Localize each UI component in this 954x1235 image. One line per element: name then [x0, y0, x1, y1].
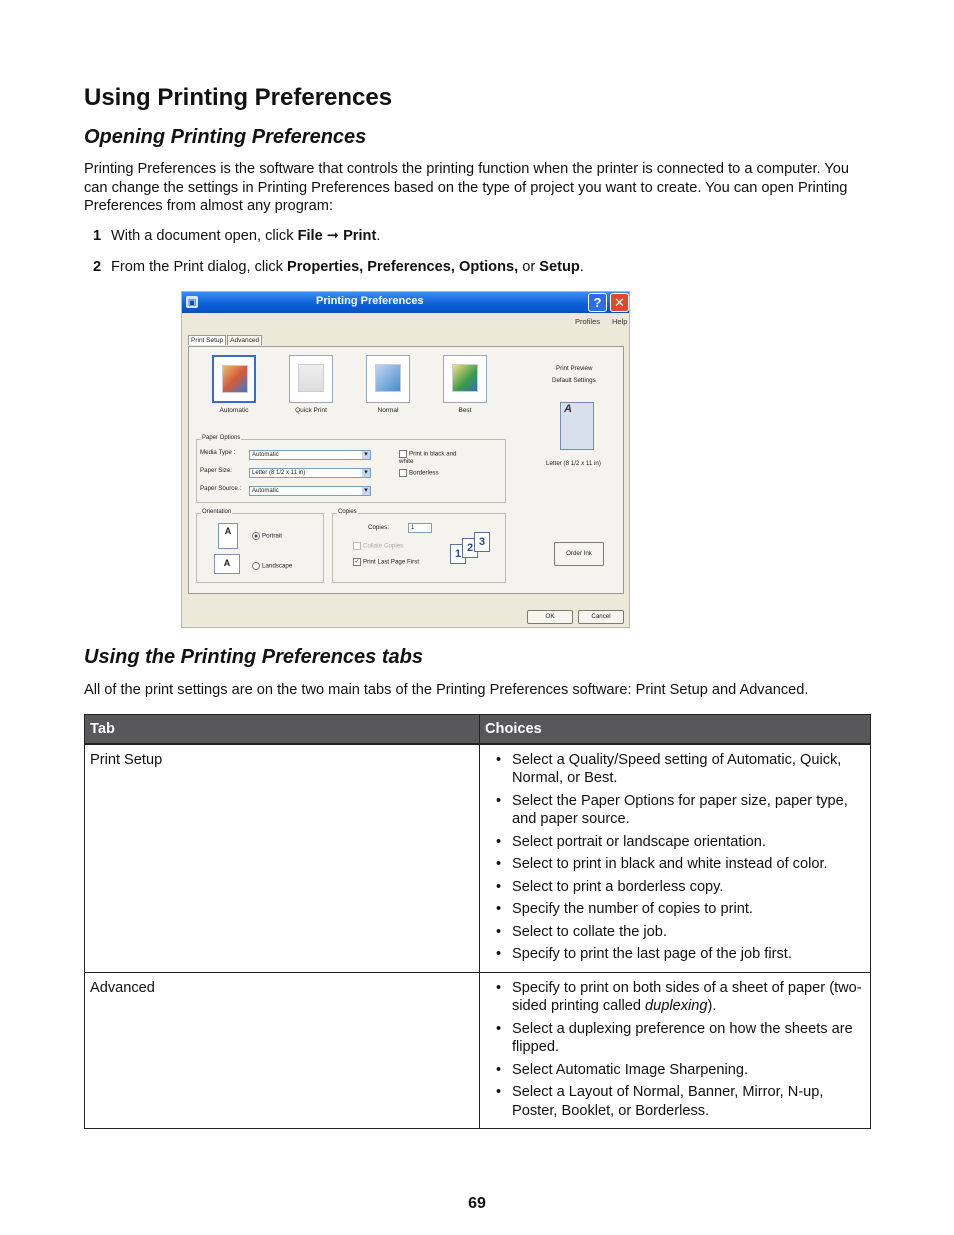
portrait-radio[interactable]	[252, 532, 282, 540]
help-link[interactable]: Help	[612, 317, 628, 326]
copies-legend: Copies	[338, 509, 357, 515]
choices-list	[490, 751, 866, 964]
dialog-tabs	[188, 335, 263, 345]
quality-normal[interactable]	[363, 355, 413, 414]
landscape-radio[interactable]	[252, 562, 292, 570]
quality-label: Automatic	[219, 407, 249, 414]
step-text-suffix: .	[376, 228, 381, 244]
quality-best[interactable]	[440, 355, 490, 414]
last-page-first-checkbox[interactable]: ✓ Print Last Page First	[354, 558, 420, 566]
step-text	[111, 227, 380, 245]
choices-cell	[480, 744, 871, 973]
intro-paragraph: Printing Preferences is the software that controls the printing function when the printer is connected to a computer. You can change the settings in Printing Preferences based on the type of project you want to create. You can open Printing Preferences from almost any program:	[84, 161, 849, 214]
list-item: • Specify to print the last page of the job first.	[490, 945, 866, 964]
help-button[interactable]: ?	[588, 293, 607, 312]
tab-advanced[interactable]: Advanced	[227, 335, 262, 345]
list-item	[490, 979, 866, 1016]
step-number: 1	[93, 228, 102, 244]
profiles-link[interactable]: Profiles	[575, 317, 601, 326]
duplexing-term: duplexing	[645, 998, 708, 1014]
tabs-paragraph: All of the print settings are on the two main tabs of the Printing Preferences software: Print Setup and Advanced.	[84, 682, 809, 698]
list-item: • Select to collate the job.	[490, 923, 866, 942]
portrait-icon: A	[218, 523, 238, 549]
list-item: • Select Automatic Image Sharpening.	[490, 1061, 866, 1080]
paper-options-legend: Paper Options	[202, 435, 241, 441]
properties-options-text: Properties, Preferences, Options,	[287, 259, 519, 275]
orientation-legend: Orientation	[202, 509, 232, 515]
list-item: • Select a Quality/Speed setting of Automatic, Quick, Normal, or Best.	[490, 751, 866, 788]
list-item: • Select portrait or landscape orientation.	[490, 833, 866, 852]
table-row	[85, 972, 871, 1129]
list-item: • Specify the number of copies to print.	[490, 900, 866, 919]
choices-cell	[480, 972, 871, 1129]
tab-cell: Advanced	[85, 972, 480, 1129]
tabs-table	[84, 714, 871, 1129]
order-ink-button[interactable]: Order Ink	[554, 542, 604, 566]
list-item: • Select to print in black and white instead of color.	[490, 855, 866, 874]
tab-print-setup[interactable]: Print Setup	[188, 335, 226, 345]
borderless-label: Borderless	[409, 469, 439, 477]
paper-size-label: Paper Size:	[200, 467, 232, 474]
printer-app-icon: ▣	[187, 297, 197, 307]
menu-print: Print	[343, 228, 377, 244]
quality-label: Best	[458, 407, 472, 414]
preview-size-label: Letter (8 1/2 x 11 in)	[546, 460, 601, 467]
document-page-icon	[289, 355, 333, 403]
page-heading: Using Printing Preferences	[84, 84, 393, 111]
collate-label: Collate Copies	[363, 542, 404, 550]
list-item-text: ).	[707, 998, 717, 1014]
paper-source-dropdown[interactable]: Automatic ▾	[249, 486, 371, 496]
menu-file: File	[297, 228, 323, 244]
copies-stepper[interactable]: 1	[408, 523, 432, 533]
media-type-label: Media Type :	[200, 449, 236, 456]
list-item-text: Specify to print on both sides of a sheet of paper (two-sided printing called	[512, 979, 862, 1014]
preview-page-icon: A	[560, 402, 594, 450]
step-text-prefix: From the Print dialog, click	[111, 259, 287, 275]
step-text	[111, 258, 584, 276]
default-settings-label: Default Settings	[552, 377, 596, 384]
section-title-opening: Opening Printing Preferences	[84, 126, 367, 148]
media-type-dropdown[interactable]: Automatic ▾	[249, 450, 371, 460]
photo-page-icon	[443, 355, 487, 403]
cancel-button[interactable]: Cancel	[578, 610, 624, 624]
section-title-tabs: Using the Printing Preferences tabs	[84, 646, 423, 668]
quality-label: Normal	[377, 407, 399, 414]
collate-checkbox[interactable]	[353, 542, 403, 550]
dialog-titlebar	[182, 292, 629, 313]
last-page-first-label: Print Last Page First	[363, 558, 420, 566]
tab-cell: Print Setup	[85, 744, 480, 973]
header-tab: Tab	[85, 715, 480, 744]
step-text-mid: or	[518, 259, 540, 275]
quality-automatic[interactable]	[209, 355, 259, 414]
copies-label: Copies:	[368, 524, 389, 531]
copies-page-1-icon: 1	[450, 544, 466, 564]
print-preview-label: Print Preview	[556, 365, 593, 372]
landscape-label: Landscape	[262, 562, 293, 570]
quality-label: Quick Print	[295, 407, 327, 414]
step-number: 2	[93, 259, 102, 275]
ok-button[interactable]: OK	[527, 610, 573, 624]
step-text-suffix: .	[579, 259, 584, 275]
black-white-label: Print in black and white	[399, 450, 457, 465]
paper-source-label: Paper Source :	[200, 485, 242, 492]
choices-list	[490, 979, 866, 1121]
close-button[interactable]: ✕	[610, 293, 629, 312]
list-item: • Select a Layout of Normal, Banner, Mirror, N-up, Poster, Booklet, or Borderless.	[490, 1083, 866, 1120]
portrait-label: Portrait	[262, 532, 282, 540]
page-number: 69	[468, 1195, 486, 1212]
header-choices: Choices	[480, 715, 871, 744]
list-item: • Select a duplexing preference on how the sheets are flipped.	[490, 1020, 866, 1057]
photo-page-icon	[366, 355, 410, 403]
landscape-icon: A	[214, 554, 240, 574]
paper-size-dropdown[interactable]: Letter (8 1/2 x 11 in) ▾	[249, 468, 371, 478]
copies-page-3-icon: 3	[474, 532, 490, 552]
step-text-prefix: With a document open, click	[111, 228, 298, 244]
printing-preferences-dialog	[181, 291, 630, 628]
photo-page-icon	[212, 355, 256, 403]
list-item: • Select the Paper Options for paper size, paper type, and paper source.	[490, 792, 866, 829]
table-header-row	[85, 715, 871, 744]
list-item: • Select to print a borderless copy.	[490, 878, 866, 897]
arrow-icon: ➞	[326, 228, 339, 244]
setup-text: Setup	[539, 259, 580, 275]
black-white-checkbox[interactable]	[399, 450, 469, 465]
borderless-checkbox[interactable]	[399, 469, 439, 477]
dialog-title: Printing Preferences	[316, 295, 424, 307]
copies-page-2-icon: 2	[462, 538, 478, 558]
quality-quick-print[interactable]	[286, 355, 336, 414]
table-row	[85, 744, 871, 973]
